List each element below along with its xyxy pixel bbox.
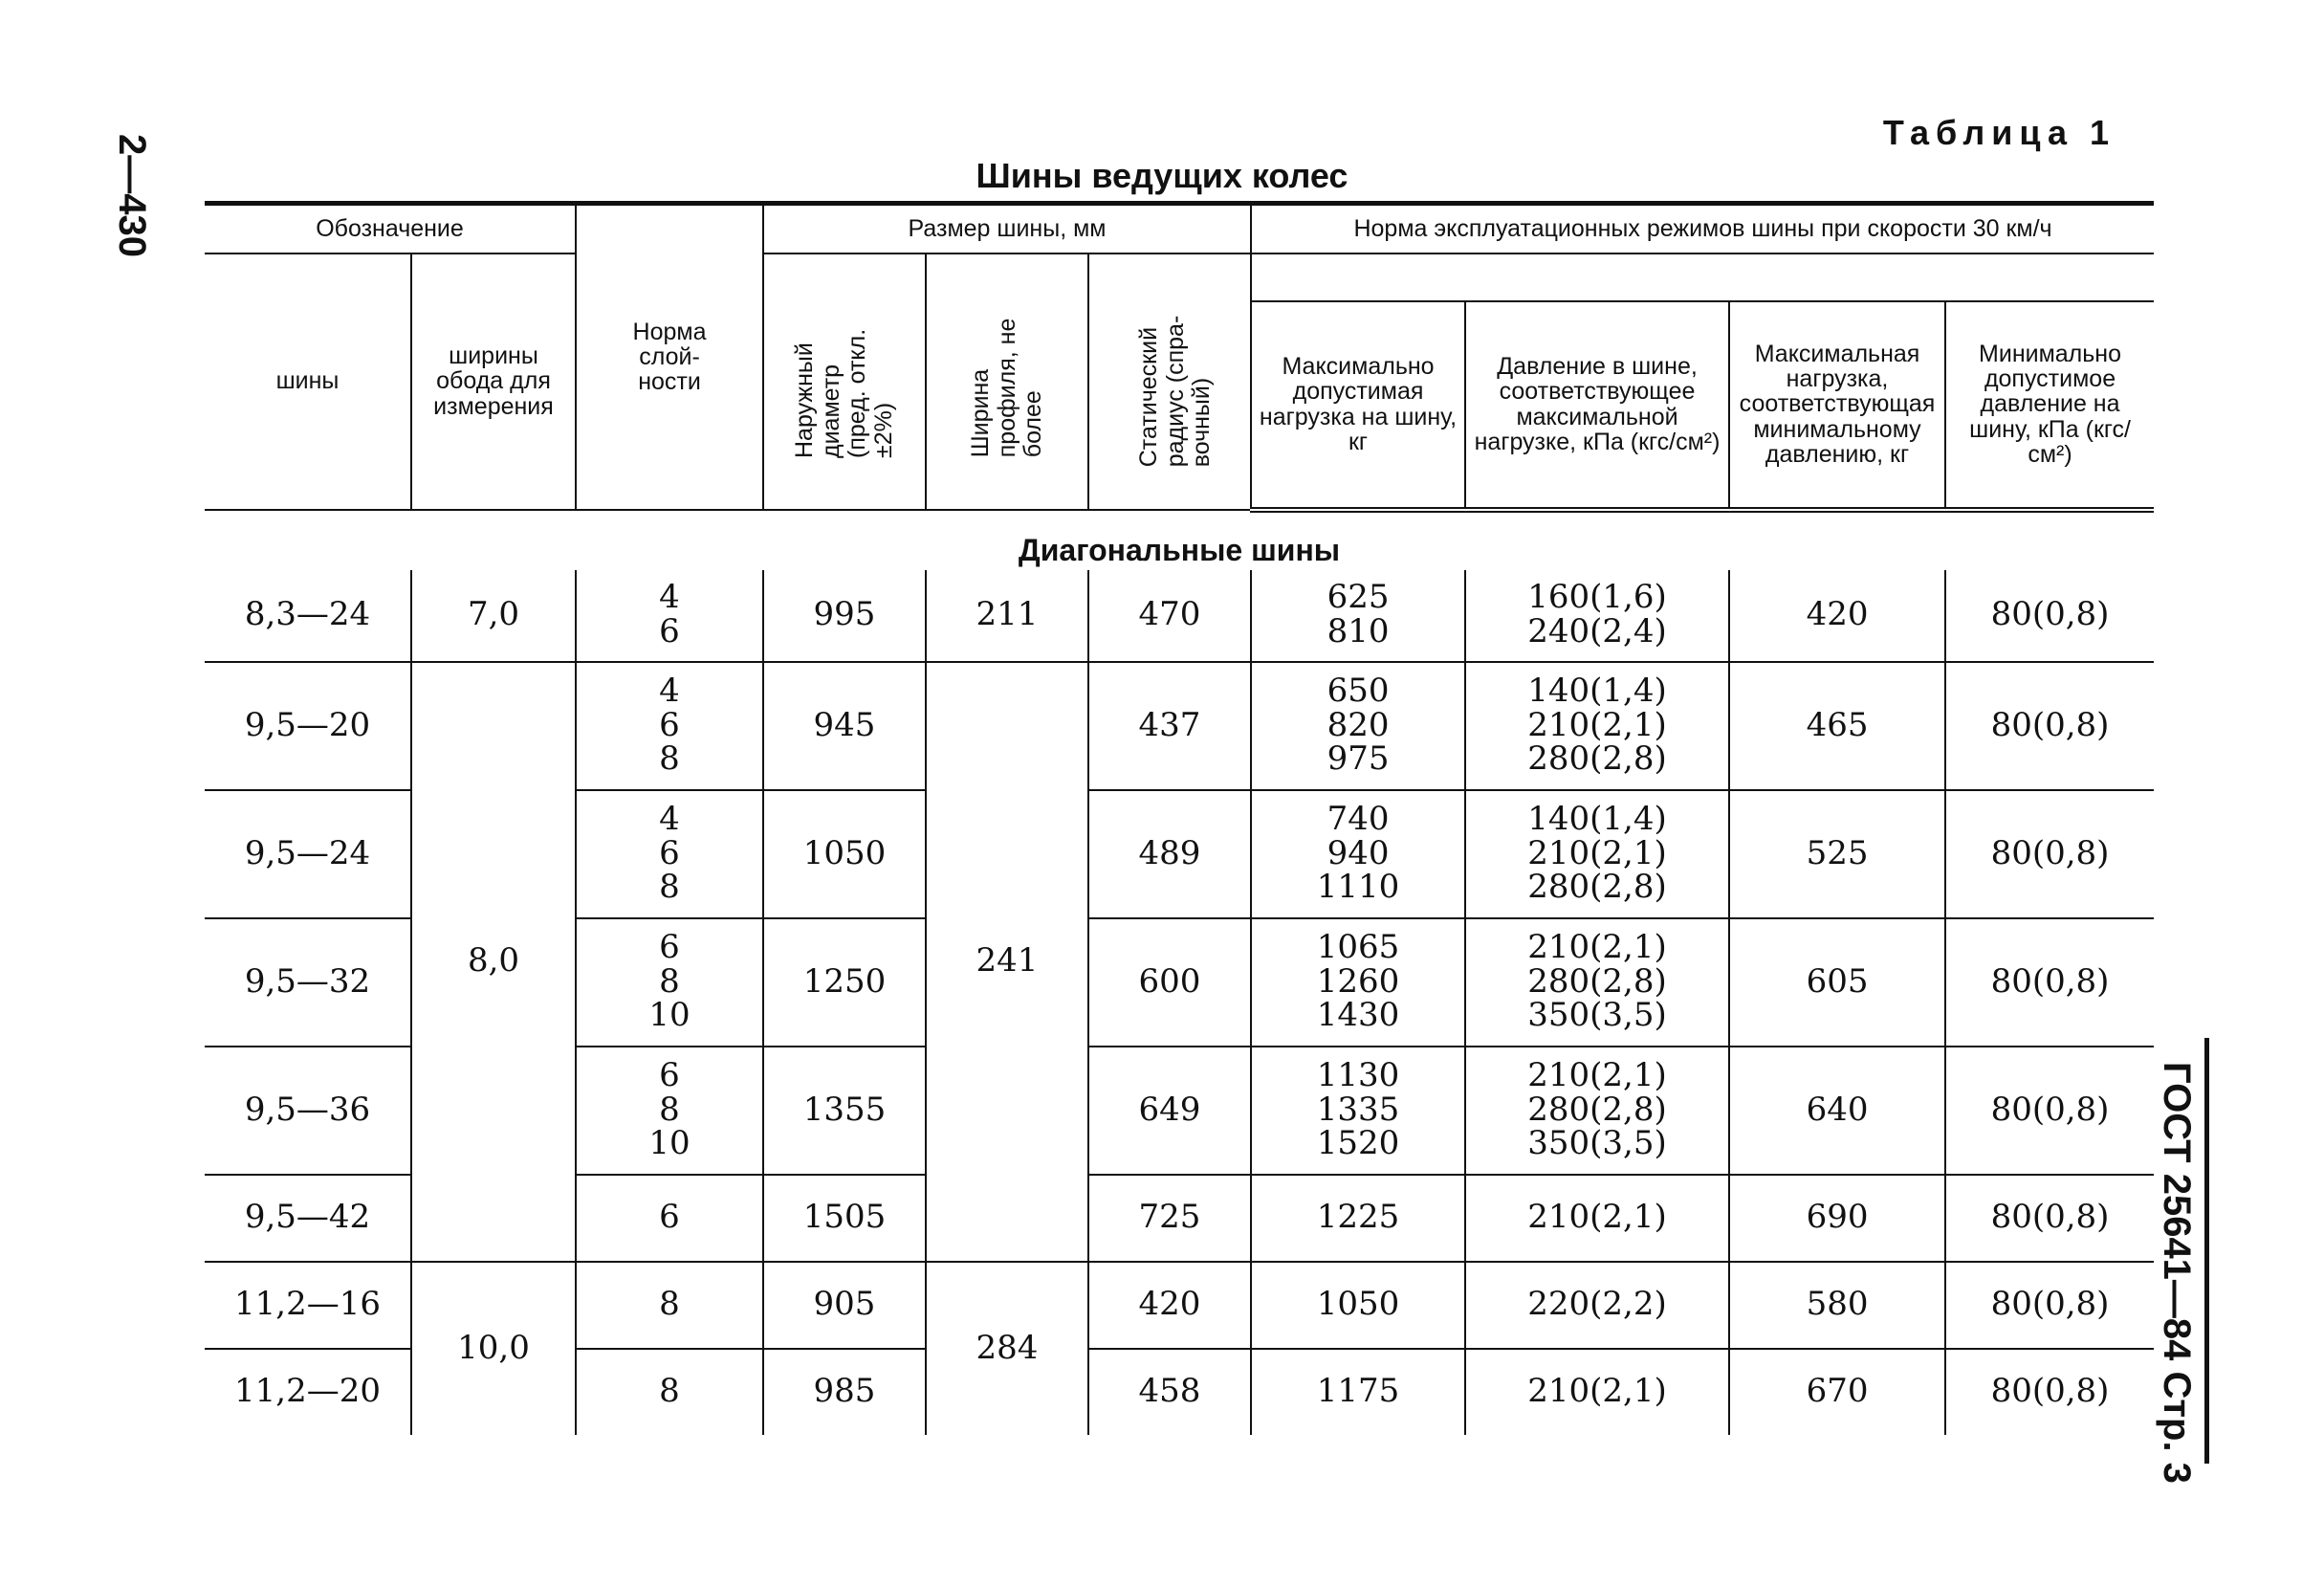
cell-ply: 6 8 10 <box>576 918 763 1047</box>
cell-radius: 725 <box>1088 1175 1251 1262</box>
cell-load-min: 580 <box>1729 1262 1945 1349</box>
cell-radius: 437 <box>1088 662 1251 790</box>
cell-tire: 9,5—24 <box>205 790 411 918</box>
cell-tire: 9,5—36 <box>205 1047 411 1175</box>
cell-max-load: 1130 1335 1520 <box>1251 1047 1465 1175</box>
cell-ply: 8 <box>576 1262 763 1349</box>
cell-ply: 4 6 8 <box>576 662 763 790</box>
header-norm-gap <box>1251 253 2154 301</box>
header-width: Ширина профиля, не более <box>966 318 1046 458</box>
cell-load-min: 605 <box>1729 918 1945 1047</box>
cell-radius: 458 <box>1088 1349 1251 1435</box>
cell-diameter: 905 <box>763 1262 926 1349</box>
cell-max-load: 625 810 <box>1251 570 1465 662</box>
cell-diameter: 985 <box>763 1349 926 1435</box>
cell-min-pressure: 80(0,8) <box>1945 1349 2154 1435</box>
header-diameter-cell <box>763 253 926 510</box>
cell-radius: 649 <box>1088 1047 1251 1175</box>
cell-diameter: 1355 <box>763 1047 926 1175</box>
header-diameter: Наружный диаметр (пред. откл. ±2%) <box>791 328 897 458</box>
cell-radius: 489 <box>1088 790 1251 918</box>
cell-tire: 11,2—20 <box>205 1349 411 1435</box>
cell-min-pressure: 80(0,8) <box>1945 1262 2154 1349</box>
table-title: Шины ведущих колес <box>976 156 1348 195</box>
cell-diameter: 945 <box>763 662 926 790</box>
cell-min-pressure: 80(0,8) <box>1945 570 2154 662</box>
cell-diameter: 1250 <box>763 918 926 1047</box>
cell-pressure: 210(2,1) 280(2,8) 350(3,5) <box>1465 1047 1729 1175</box>
header-width-cell <box>926 253 1088 510</box>
standard-reference: ГОСТ 25641—84 Стр. 3 <box>2156 1062 2198 1484</box>
cell-tire: 9,5—42 <box>205 1175 411 1262</box>
cell-rim: 7,0 <box>411 570 576 662</box>
header-size: Размер шины, мм <box>763 204 1251 253</box>
cell-radius: 600 <box>1088 918 1251 1047</box>
cell-min-pressure: 80(0,8) <box>1945 662 2154 790</box>
cell-ply: 8 <box>576 1349 763 1435</box>
header-max-load: Максимально допустимая нагрузка на шину, кг <box>1251 301 1465 510</box>
cell-min-pressure: 80(0,8) <box>1945 918 2154 1047</box>
header-radius-cell <box>1088 253 1251 510</box>
cell-rim: 8,0 <box>411 662 576 1262</box>
cell-pressure: 140(1,4) 210(2,1) 280(2,8) <box>1465 662 1729 790</box>
cell-pressure: 220(2,2) <box>1465 1262 1729 1349</box>
cell-tire: 8,3—24 <box>205 570 411 662</box>
cell-max-load: 650 820 975 <box>1251 662 1465 790</box>
page-number: 2—430 <box>111 134 153 257</box>
cell-ply: 6 <box>576 1175 763 1262</box>
header-load-min: Максимальная нагрузка, соответствующая минимальному давлению, кг <box>1729 301 1945 510</box>
cell-load-min: 420 <box>1729 570 1945 662</box>
header-norm: Норма эксплуатационных режимов шины при скорости 30 км/ч <box>1251 204 2154 253</box>
table-row <box>205 662 2154 790</box>
cell-max-load: 1050 <box>1251 1262 1465 1349</box>
table-row <box>205 570 2154 662</box>
cell-ply: 6 8 10 <box>576 1047 763 1175</box>
header-rim: ширины обода для измерения <box>411 253 576 510</box>
cell-pressure: 160(1,6) 240(2,4) <box>1465 570 1729 662</box>
header-pressure: Давление в шине, соответствующее максимальной нагрузке, кПа (кгс/см²) <box>1465 301 1729 510</box>
cell-max-load: 1175 <box>1251 1349 1465 1435</box>
cell-radius: 420 <box>1088 1262 1251 1349</box>
cell-width: 241 <box>926 662 1088 1262</box>
header-radius: Статический радиус (спра-вочный) <box>1134 315 1215 468</box>
cell-pressure: 140(1,4) 210(2,1) 280(2,8) <box>1465 790 1729 918</box>
cell-load-min: 670 <box>1729 1349 1945 1435</box>
cell-min-pressure: 80(0,8) <box>1945 1047 2154 1175</box>
cell-width: 211 <box>926 570 1088 662</box>
table-number: Таблица 1 <box>1882 113 2116 152</box>
table-row <box>205 1262 2154 1349</box>
header-tire: шины <box>205 253 411 510</box>
cell-load-min: 640 <box>1729 1047 1945 1175</box>
cell-load-min: 525 <box>1729 790 1945 918</box>
cell-load-min: 465 <box>1729 662 1945 790</box>
cell-diameter: 1505 <box>763 1175 926 1262</box>
cell-pressure: 210(2,1) <box>1465 1175 1729 1262</box>
cell-ply: 4 6 8 <box>576 790 763 918</box>
cell-min-pressure: 80(0,8) <box>1945 790 2154 918</box>
cell-ply: 4 6 <box>576 570 763 662</box>
header-designation: Обозначение <box>205 204 576 253</box>
cell-rim: 10,0 <box>411 1262 576 1435</box>
cell-width: 284 <box>926 1262 1088 1435</box>
cell-diameter: 995 <box>763 570 926 662</box>
cell-max-load: 740 940 1110 <box>1251 790 1465 918</box>
cell-tire: 11,2—16 <box>205 1262 411 1349</box>
cell-diameter: 1050 <box>763 790 926 918</box>
side-rule <box>2204 1038 2209 1464</box>
cell-pressure: 210(2,1) <box>1465 1349 1729 1435</box>
cell-max-load: 1065 1260 1430 <box>1251 918 1465 1047</box>
cell-pressure: 210(2,1) 280(2,8) 350(3,5) <box>1465 918 1729 1047</box>
cell-load-min: 690 <box>1729 1175 1945 1262</box>
cell-tire: 9,5—20 <box>205 662 411 790</box>
cell-min-pressure: 80(0,8) <box>1945 1175 2154 1262</box>
cell-tire: 9,5—32 <box>205 918 411 1047</box>
header-ply: Норма слой-ности <box>576 204 763 510</box>
cell-radius: 470 <box>1088 570 1251 662</box>
cell-max-load: 1225 <box>1251 1175 1465 1262</box>
header-min-pressure: Минимально допустимое давление на шину, кПа (кгс/см²) <box>1945 301 2154 510</box>
section-title: Диагональные шины <box>1018 533 1341 567</box>
tires-table <box>205 201 2154 1435</box>
